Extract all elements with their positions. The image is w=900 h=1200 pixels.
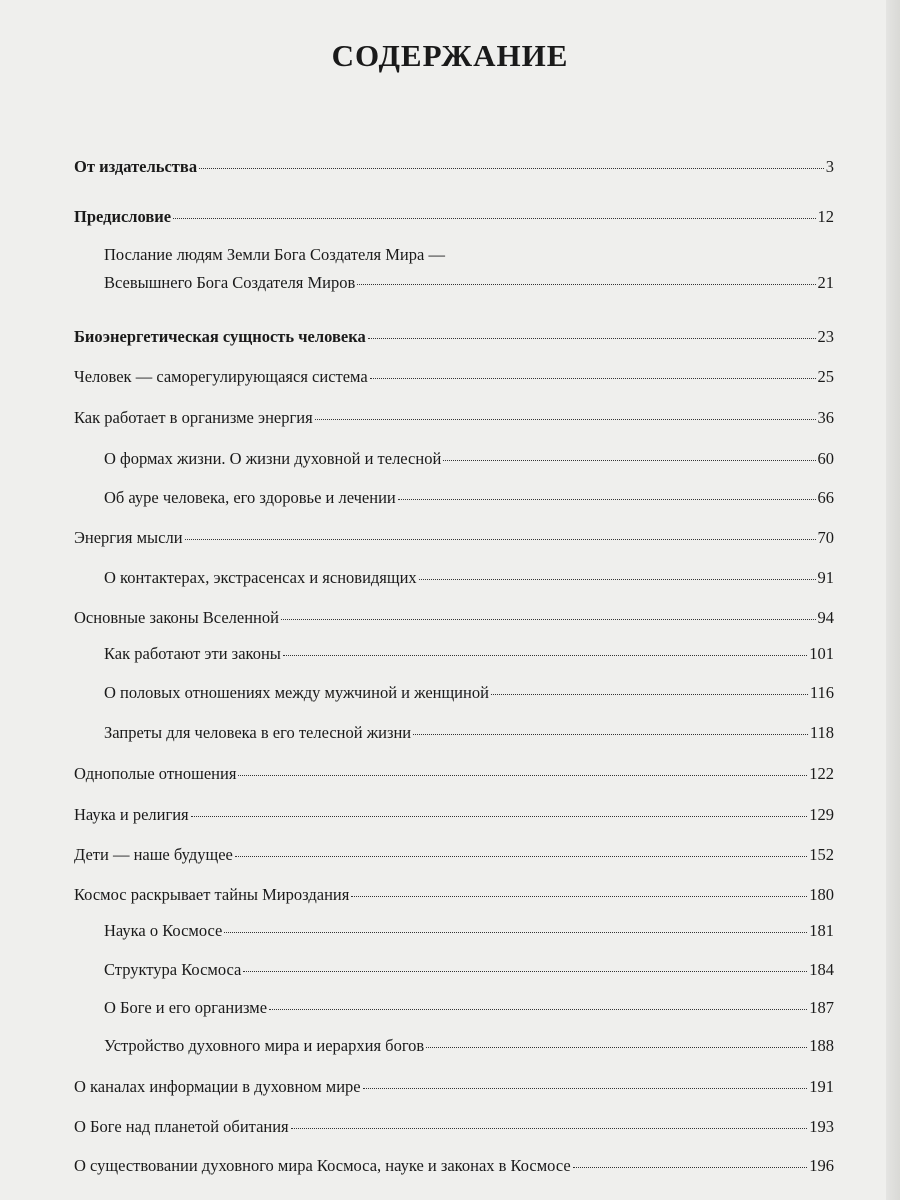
toc-entry: [104, 449, 834, 469]
toc-entry-page: 193: [809, 1117, 834, 1136]
dot-leader: [283, 655, 807, 656]
toc-entry-page: 122: [809, 764, 834, 783]
page-title: СОДЕРЖАНИЕ: [331, 38, 569, 73]
toc-entry-title: О формах жизни. О жизни духовной и телесной: [104, 449, 442, 468]
toc-entry: [74, 157, 834, 177]
toc-entry: [104, 1036, 834, 1056]
dot-leader: [368, 338, 816, 339]
toc-entry-page: 129: [809, 805, 834, 824]
toc-entry-title: Устройство духовного мира и иерархия богов: [104, 1036, 425, 1055]
toc-entry-page: 196: [809, 1156, 834, 1175]
toc-entry-title: Всевышнего Бога Создателя Миров: [104, 273, 356, 292]
toc-entry-title: О Боге над планетой обитания: [74, 1117, 289, 1136]
toc-entry-title: Биоэнергетическая сущность человека: [74, 327, 366, 346]
toc-entry-title: Как работают эти законы: [104, 644, 281, 663]
toc-entry-title: Структура Космоса: [104, 960, 242, 979]
toc-entry-page: 184: [809, 960, 834, 979]
dot-leader: [235, 856, 807, 857]
toc-entry: [74, 764, 834, 784]
toc-entry-page: 66: [817, 488, 834, 507]
dot-leader: [238, 775, 807, 776]
dot-leader: [291, 1128, 808, 1129]
toc-entry: [74, 528, 834, 548]
toc-entry: [104, 921, 834, 941]
toc-entry: [104, 998, 834, 1018]
toc-entry-title: Основные законы Вселенной: [74, 608, 279, 627]
dot-leader: [426, 1047, 807, 1048]
toc-entry-page: 70: [817, 528, 834, 547]
toc-entry: [74, 608, 834, 628]
toc-entry-page: 36: [817, 408, 834, 427]
toc-entry-page: 94: [817, 608, 834, 627]
dot-leader: [351, 896, 807, 897]
toc-entry-title: Как работает в организме энергия: [74, 408, 313, 427]
dot-leader: [269, 1009, 807, 1010]
toc-entry-title: Наука и религия: [74, 805, 189, 824]
toc-entry: [74, 408, 834, 428]
page-edge-shadow: [886, 0, 900, 1200]
toc-entry-page: 152: [809, 845, 834, 864]
dot-leader: [199, 168, 824, 169]
toc-entry-page: 12: [817, 207, 834, 226]
toc-entry-page: 118: [809, 723, 834, 742]
toc-entry: [104, 568, 834, 588]
dot-leader: [243, 971, 807, 972]
dot-leader: [363, 1088, 808, 1089]
toc-entry-title: Человек — саморегулирующаяся система: [74, 367, 368, 386]
toc-entry: [74, 885, 834, 905]
toc-entry-title: О каналах информации в духовном мире: [74, 1077, 361, 1096]
toc-entry-page: 21: [817, 273, 834, 292]
toc-entry-page: 180: [809, 885, 834, 904]
dot-leader: [443, 460, 815, 461]
dot-leader: [419, 579, 816, 580]
toc-entry: [74, 327, 834, 347]
toc-entry-page: 3: [825, 157, 834, 176]
toc-entry-title: Об ауре человека, его здоровье и лечении: [104, 488, 396, 507]
toc-entry-page: 116: [809, 683, 834, 702]
toc-entry-page: 191: [809, 1077, 834, 1096]
dot-leader: [398, 499, 816, 500]
toc-entry-title: Энергия мысли: [74, 528, 183, 547]
toc-entry-page: 181: [809, 921, 834, 940]
toc-entry-page: 188: [809, 1036, 834, 1055]
toc-entry-title-line1: Послание людям Земли Бога Создателя Мира —: [104, 245, 445, 264]
toc-entry-title: Однополые отношения: [74, 764, 237, 783]
toc-entry-page: 91: [817, 568, 834, 587]
toc-entry: [74, 1117, 834, 1137]
toc-entry-title: От издательства: [74, 157, 198, 176]
dot-leader: [281, 619, 816, 620]
dot-leader: [573, 1167, 808, 1168]
toc-entry: [74, 1156, 834, 1176]
toc-entry: [74, 845, 834, 865]
toc-entry-title: О существовании духовного мира Космоса, науке и законах в Космосе: [74, 1156, 571, 1175]
toc-entry-title: О Боге и его организме: [104, 998, 268, 1017]
toc-entry-title: Предисловие: [74, 207, 172, 226]
toc-entry-page: 101: [809, 644, 834, 663]
toc-entry: [104, 960, 834, 980]
dot-leader: [191, 816, 808, 817]
toc-entry-line1: [104, 245, 834, 265]
toc-entry: [74, 1077, 834, 1097]
toc-entry: [104, 273, 834, 293]
dot-leader: [357, 284, 815, 285]
toc-entry: [104, 488, 834, 508]
toc-entry-page: 187: [809, 998, 834, 1017]
dot-leader: [370, 378, 816, 379]
toc-entry: [74, 805, 834, 825]
dot-leader: [185, 539, 816, 540]
toc-entry-title: Космос раскрывает тайны Мироздания: [74, 885, 350, 904]
dot-leader: [173, 218, 815, 219]
toc-entry-page: 60: [817, 449, 834, 468]
dot-leader: [413, 734, 808, 735]
dot-leader: [315, 419, 816, 420]
dot-leader: [224, 932, 807, 933]
toc-entry-title: Наука о Космосе: [104, 921, 223, 940]
dot-leader: [491, 694, 808, 695]
toc-entry-title: О половых отношениях между мужчиной и женщиной: [104, 683, 489, 702]
toc-entry: [104, 683, 834, 703]
toc-entry-title: Запреты для человека в его телесной жизни: [104, 723, 412, 742]
toc-entry-title: О контактерах, экстрасенсах и ясновидящих: [104, 568, 417, 587]
toc-entry: [104, 644, 834, 664]
toc-entry: [104, 723, 834, 743]
toc-entry-page: 23: [817, 327, 834, 346]
toc-entry: [74, 367, 834, 387]
toc-entry: [74, 207, 834, 227]
toc-entry-title: Дети — наше будущее: [74, 845, 233, 864]
toc-entry-page: 25: [817, 367, 834, 386]
